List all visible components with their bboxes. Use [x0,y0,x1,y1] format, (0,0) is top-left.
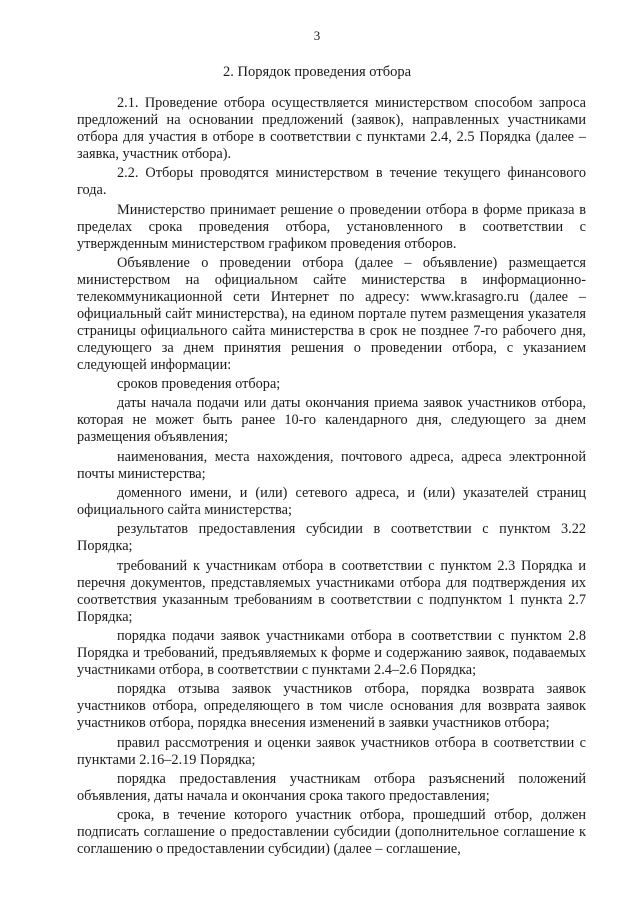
section-heading: 2. Порядок проведения отбора [222,64,412,80]
paragraph: порядка отзыва заявок участников отбора, порядка возврата заявок участников отбора, определяющего в том числе основания для возврата заявок участников отбора, порядка внесения изменений в заявки участников отбора; [77,681,586,732]
paragraph: 2.1. Проведение отбора осуществляется министерством способом запроса предложений на основании предложений (заявок), направленных участниками отбора для участия в отборе в соответствии с пунктами 2.4, 2.5 Порядка (далее – заявка, участник отбора). [77,95,586,162]
paragraph: 2.2. Отборы проводятся министерством в течение текущего финансового года. [77,165,586,199]
paragraph: результатов предоставления субсидии в соответствии с пунктом 3.22 Порядка; [77,521,586,555]
paragraph: даты начала подачи или даты окончания приема заявок участников отбора, которая не может быть ранее 10-го календарного дня, следующего за днем размещения объявления; [77,395,586,446]
paragraph: порядка предоставления участникам отбора разъяснений положений объявления, даты начала и окончания срока такого предоставления; [77,770,586,804]
paragraph: сроков проведения отбора; [117,376,281,393]
paragraph: наименования, места нахождения, почтового адреса, адреса электронной почты министерства; [77,448,586,482]
page-number: 3 [313,28,321,43]
paragraph: Министерство принимает решение о проведении отбора в форме приказа в пределах срока проведения отбора, установленного в соответствии с утвержденным министерством графиком проведения отборов. [77,201,586,252]
paragraph: требований к участникам отбора в соответствии с пунктом 2.3 Порядка и перечня документов, представляемых участниками отбора для подтверждения их соответствия указанным требованиям в соответствии с подпунктом 1 пункта 2.7 Порядка; [77,557,586,625]
paragraph: срока, в течение которого участник отбора, прошедший отбор, должен подписать соглашение о предоставлении субсидии (дополнительное соглашение к соглашению о предоставлении субсидии) (далее – соглашение, [77,807,586,858]
paragraph: правил рассмотрения и оценки заявок участников отбора в соответствии с пунктами 2.16–2.19 Порядка; [77,734,586,768]
paragraph: доменного имени, и (или) сетевого адреса, и (или) указателей страниц официального сайта министерства; [77,485,586,519]
paragraph: Объявление о проведении отбора (далее – объявление) размещается министерством на официальном сайте министерства в информационно-телекоммуникационной сети Интернет по адресу: www.krasagro.ru (далее – официальный сайт министерства), на едином портале путем размещения указателя страницы официального сайта министерства в срок не позднее 7-го рабочего дня, следующего за днем принятия решения о проведении отбора, с указанием следующей информации: [77,254,586,373]
document-body [77,95,586,860]
paragraph: порядка подачи заявок участниками отбора в соответствии с пунктом 2.8 Порядка и требований, предъявляемых к форме и содержанию заявок, подаваемых участниками отбора, в соответствии с пунктами 2.4–2.6 Порядка; [77,627,586,678]
